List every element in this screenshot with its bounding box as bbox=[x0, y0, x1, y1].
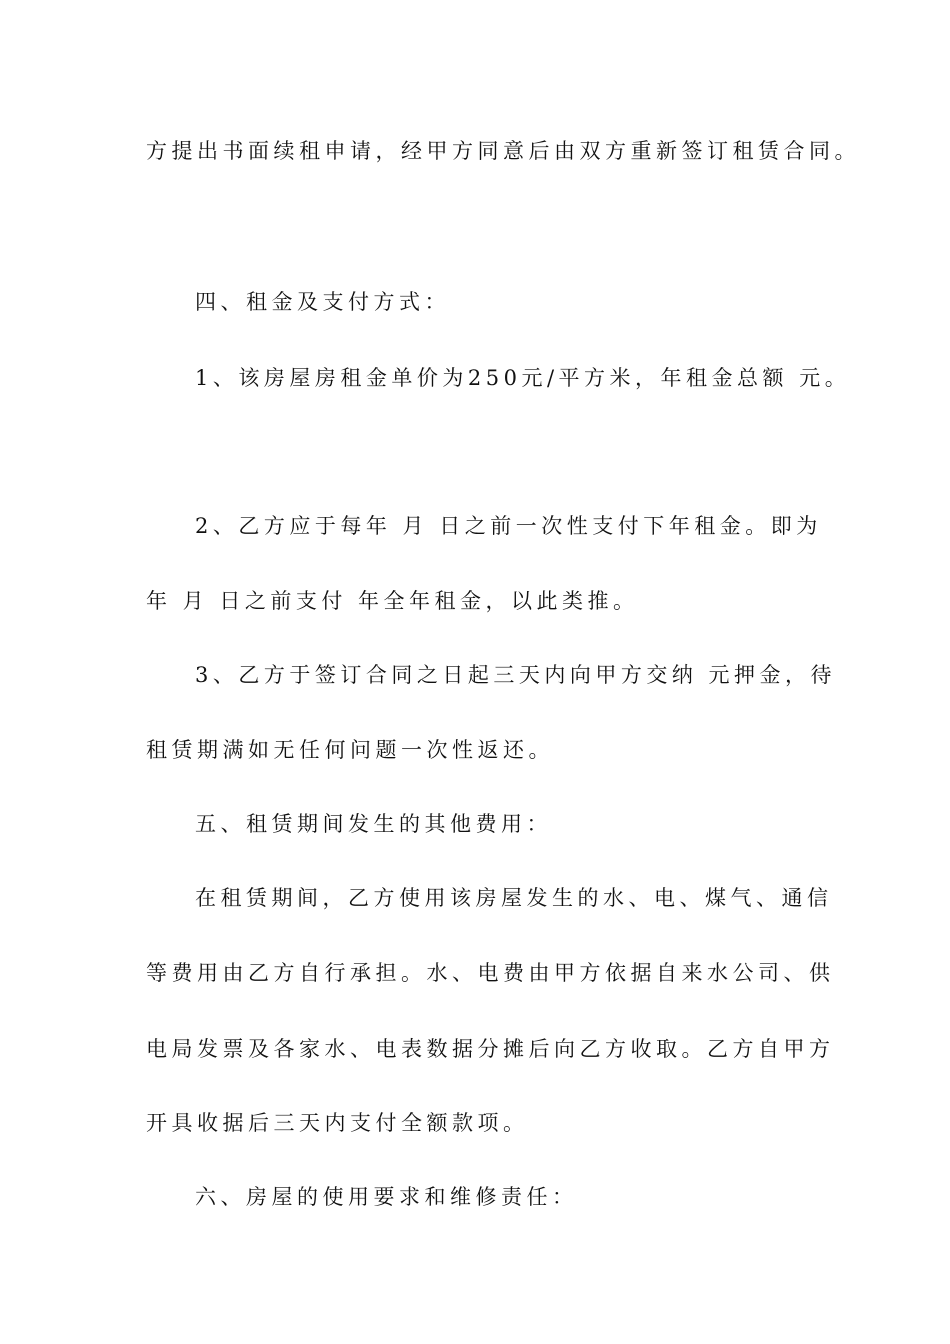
paragraph-line: 在租赁期间，乙方使用该房屋发生的水、电、煤气、通信 bbox=[195, 886, 833, 910]
paragraph-line: 电局发票及各家水、电表数据分摊后向乙方收取。乙方自甲方 bbox=[146, 1037, 835, 1061]
section-heading: 六、房屋的使用要求和维修责任： bbox=[195, 1185, 578, 1209]
paragraph-line: 等费用由乙方自行承担。水、电费由甲方依据自来水公司、供 bbox=[146, 961, 835, 985]
clause-line: 3、乙方于签订合同之日起三天内向甲方交纳 元押金，待 bbox=[195, 663, 837, 687]
section-heading: 五、租赁期间发生的其他费用： bbox=[195, 812, 552, 836]
clause-line: 1、该房屋房租金单价为250元/平方米，年租金总额 元。 bbox=[195, 366, 851, 390]
paragraph-line: 租赁期满如无任何问题一次性返还。 bbox=[146, 738, 554, 762]
clause-line: 2、乙方应于每年 月 日之前一次性支付下年租金。即为 bbox=[195, 514, 822, 538]
paragraph-line: 开具收据后三天内支付全额款项。 bbox=[146, 1111, 529, 1135]
paragraph-line: 年 月 日之前支付 年全年租金，以此类推。 bbox=[146, 589, 639, 613]
paragraph-line: 方提出书面续租申请，经甲方同意后由双方重新签订租赁合同。 bbox=[146, 139, 860, 163]
section-heading: 四、租金及支付方式： bbox=[195, 290, 450, 314]
